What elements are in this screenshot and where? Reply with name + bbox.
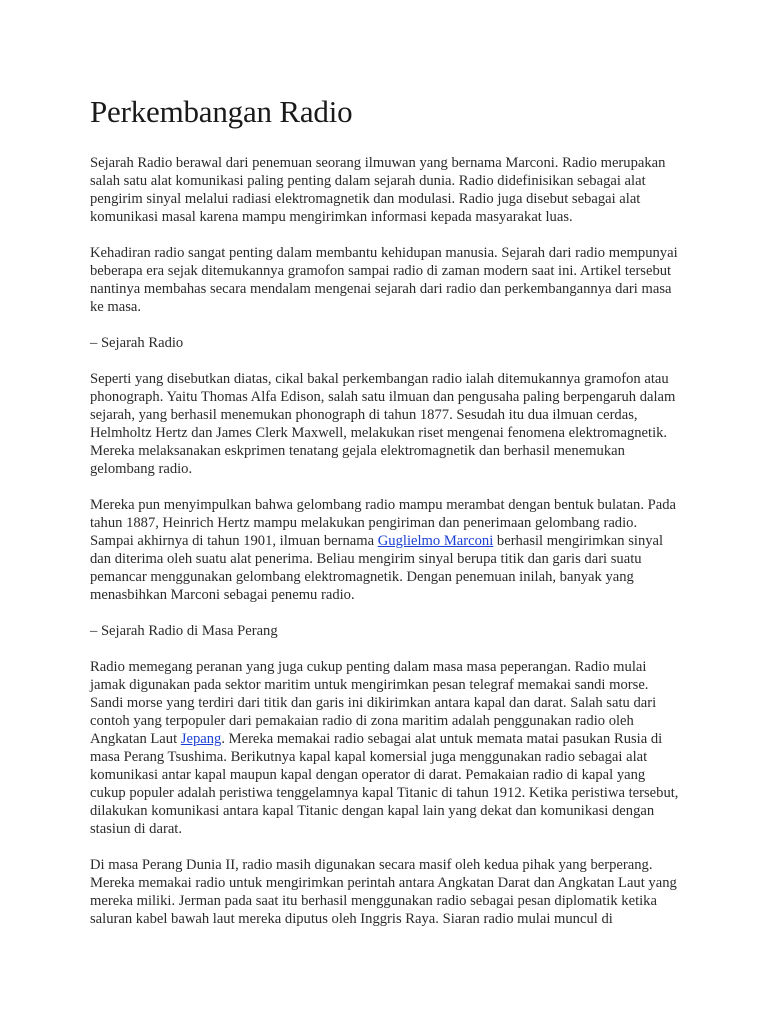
paragraph-intro: Sejarah Radio berawal dari penemuan seorang ilmuwan yang bernama Marconi. Radio merupakan salah satu alat komunikasi paling penting dalam sejarah dunia. Radio didefinisikan sebagai alat pengirim sinyal melalui radiasi elektromagnetik dan modulasi. Radio juga disebut sebagai alat komunikasi masal karena mampu mengirimkan informasi kepada masyarakat luas. xyxy=(90,155,666,225)
paragraph-ww2: Di masa Perang Dunia II, radio masih digunakan secara masif oleh kedua pihak yang berperang. Mereka memakai radio untuk mengirimkan perintah antara Angkatan Darat dan Angkatan Laut yang mereka miliki. Jerman pada saat itu berhasil menggunakan radio sebagai pesan diplomatik ketika saluran kabel bawah laut mereka diputus oleh Inggris Raya. Siaran radio mulai muncul di xyxy=(90,857,677,927)
paragraph-war-usage xyxy=(90,658,680,838)
paragraph-importance: Kehadiran radio sangat penting dalam membantu kehidupan manusia. Sejarah dari radio mempunyai beberapa era sejak ditemukannya gramofon sampai radio di zaman modern saat ini. Artikel tersebut nantinya membahas secara mendalam mengenai sejarah dari radio dan perkembangannya dari masa ke masa. xyxy=(90,245,678,315)
paragraph-war-text-after: . Mereka memakai radio sebagai alat untuk memata matai pasukan Rusia di masa Perang Tsushima. Berikutnya kapal kapal komersial juga menggunakan radio sebagai alat komunikasi antar kapal maupun kapal dengan operator di darat. Pemakaian radio di kapal yang cukup populer adalah peristiwa tenggelamnya kapal Titanic di tahun 1912. Ketika peristiwa tersebut, dilakukan komunikasi antara kapal Titanic dengan kapal lain yang dekat dan komunikasi dengan stasiun di darat. xyxy=(90,731,679,837)
section-heading-masa-perang: – Sejarah Radio di Masa Perang xyxy=(90,623,278,639)
link-guglielmo-marconi[interactable]: Guglielmo Marconi xyxy=(377,533,494,549)
paragraph-origins: Seperti yang disebutkan diatas, cikal bakal perkembangan radio ialah ditemukannya gramofon atau phonograph. Yaitu Thomas Alfa Edison, salah satu ilmuan dan pengusaha paling berpengaruh dalam sejarah, yang berhasil menemukan phonograph di tahun 1877. Sesudah itu dua ilmuan cerdas, Helmholtz Hertz dan James Clerk Maxwell, melakukan riset mengenai fenomena elektromagnetik. Mereka melaksanakan eskprimen tenatang gejala elektromagnetik dan berhasil menemukan gelombang radio. xyxy=(90,371,676,477)
paragraph-marconi xyxy=(90,496,680,604)
paragraph-marconi-text-before: Mereka pun menyimpulkan bahwa gelombang radio mampu merambat dengan bentuk bulatan. Pada tahun 1887, Heinrich Hertz mampu melakukan pengiriman dan penerimaan gelombang radio. Sampai akhirnya di tahun 1901, ilmuan bernama xyxy=(90,497,677,549)
paragraph-war-text-before: Radio memegang peranan yang juga cukup penting dalam masa masa peperangan. Radio mulai jamak digunakan pada sektor maritim untuk mengirimkan pesan telegraf memakai sandi morse. Sandi morse yang terdiri dari titik dan garis ini dikirimkan antara kapal dan darat. Salah satu dari contoh yang terpopuler dari pemakaian radio di zona maritim adalah penggunakan radio oleh Angkatan Laut xyxy=(90,659,657,747)
paragraph-marconi-text-after: berhasil mengirimkan sinyal dan diterima oleh suatu alat penerima. Beliau mengirim sinyal berupa titik dan garis dari suatu pemancar menggunakan gelombang elektromagnetik. Dengan penemuan inilah, banyak yang menasbihkan Marconi sebagai penemu radio. xyxy=(90,533,664,603)
section-heading-sejarah-radio: – Sejarah Radio xyxy=(90,335,184,351)
link-jepang[interactable]: Jepang xyxy=(180,731,222,747)
page-title: Perkembangan Radio xyxy=(90,94,353,129)
